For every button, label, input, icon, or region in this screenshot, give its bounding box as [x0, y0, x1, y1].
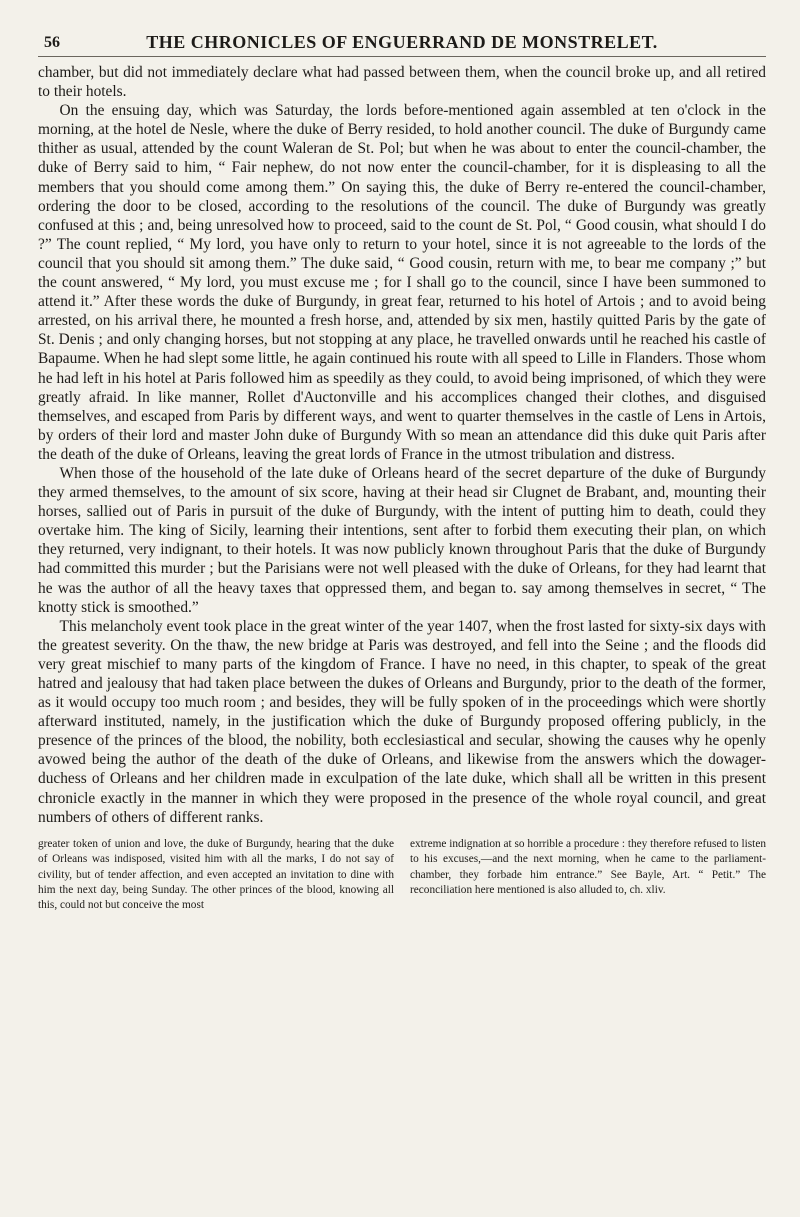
page-number: 56: [44, 34, 60, 51]
paragraph: This melancholy event took place in the great winter of the year 1407, when the frost lasted for sixty-six days with the greatest severity. On the thaw, the new bridge at Paris was destroyed, and fell into the Seine ; and the floods did very great mischief to many parts of the kingdom of France. I have no need, in this chapter, to speak of the great hatred and jealousy that had taken place between the dukes of Orleans and Burgundy, prior to the death of the former, as it would occupy too much room ; and besides, they will be fully spoken of in the proceedings which were shortly afterward instituted, namely, in the justification which the duke of Burgundy proposed offering publicly, in the presence of the princes of the blood, the nobility, both ecclesiastical and secular, showing the causes why he openly avowed being the author of the death of the duke of Orleans, and likewise from the answers which the dowager-duchess of Orleans and her children made in exculpation of the late duke, which shall all be written in this present chronicle exactly in the manner in which they were proposed in the presence of the whole royal council, and great numbers of others of different ranks.: [38, 617, 766, 826]
paragraph: chamber, but did not immediately declare what had passed between them, when the council broke up, and all retired to their hotels.: [38, 64, 766, 101]
running-title: THE CHRONICLES OF ENGUERRAND DE MONSTRELET.: [146, 32, 658, 52]
paragraph: On the ensuing day, which was Saturday, the lords before-mentioned again assembled at ten o'clock in the morning, at the hotel de Nesle, where the duke of Berry resided, to hold another council. The duke of Burgundy came thither as usual, attended by the count Waleran de St. Pol; but when he was about to enter the council-chamber, the duke of Berry said to him, “ Fair nephew, do not now enter the council-chamber, for it is displeasing to all the members that you should come among them.” On saying this, the duke of Berry re-entered the council-chamber, ordering the door to be closed, according to the resolutions of the council. The duke of Burgundy was greatly confused at this ; and, being unresolved how to proceed, said to the count de St. Pol, “ Good cousin, what should I do ?” The count replied, “ My lord, you have only to return to your hotel, since it is not agreeable to the lords of the council that you should sit among them.” The duke said, “ Good cousin, return with me, to bear me company ;” but the count answered, “ My lord, you must excuse me ; for I shall go to the council, since I have been summoned to attend it.” After these words the duke of Burgundy, in great fear, returned to his hotel of Artois ; and to avoid being arrested, on his arrival there, he mounted a fresh horse, and, attended by six men, hastily quitted Paris by the gate of St. Denis ; and only changing horses, but not stopping at any place, he travelled onwards until he reached his castle of Bapaume. When he had slept some little, he again continued his route with all speed to Lille in Flanders. Those whom he had left in his hotel at Paris followed him as speedily as they could, to avoid being imprisoned, of which they were greatly afraid. In like manner, Rollet d'Auctonville and his accomplices changed their clothes, and disguised themselves, and escaped from Paris by different ways, and went to quarter themselves in the castle of Lens in Artois, by orders of their lord and master John duke of Burgundy With so mean an attendance did this duke quit Paris after the death of the duke of Orleans, leaving the great lords of France in the utmost tribulation and distress.: [38, 102, 766, 463]
paragraph: When those of the household of the late duke of Orleans heard of the secret departure of the duke of Burgundy they armed themselves, to the amount of six score, having at their head sir Clugnet de Brabant, and, mounting their horses, sallied out of Paris in pursuit of the duke of Burgundy, with the intent of putting him to death, could they overtake him. The king of Sicily, learning their intentions, sent after to forbid them executing their plan, on which they returned, very indignant, to their hotels. It was now publicly known throughout Paris that the duke of Burgundy had committed this murder ; but the Parisians were not well pleased with the duke of Orleans, for they had learnt that he was the author of all the heavy taxes that oppressed them, and began to. say among themselves in secret, “ The knotty stick is smoothed.”: [38, 464, 766, 616]
footnote-right-column: extreme indignation at so horrible a procedure : they therefore refused to listen to his excuses,—and the next morning, when he came to the parliament-chamber, they forbade him entrance.” See Bayle, Art. “ Petit.” The reconciliation here mentioned is also alluded to, ch. xliv.: [410, 837, 766, 896]
main-text: [38, 63, 766, 827]
book-page: [38, 26, 766, 914]
footnote-left-column: greater token of union and love, the duke of Burgundy, hearing that the duke of Orleans was indisposed, visited him with all the marks, I do not say of civility, but of tender affection, and even accepted an invitation to dine with him the next day, being Sunday. The other princes of the blood, knowing all this, could not but conceive the most: [38, 837, 394, 912]
page-header: [38, 26, 766, 57]
footnotes: [38, 837, 766, 914]
